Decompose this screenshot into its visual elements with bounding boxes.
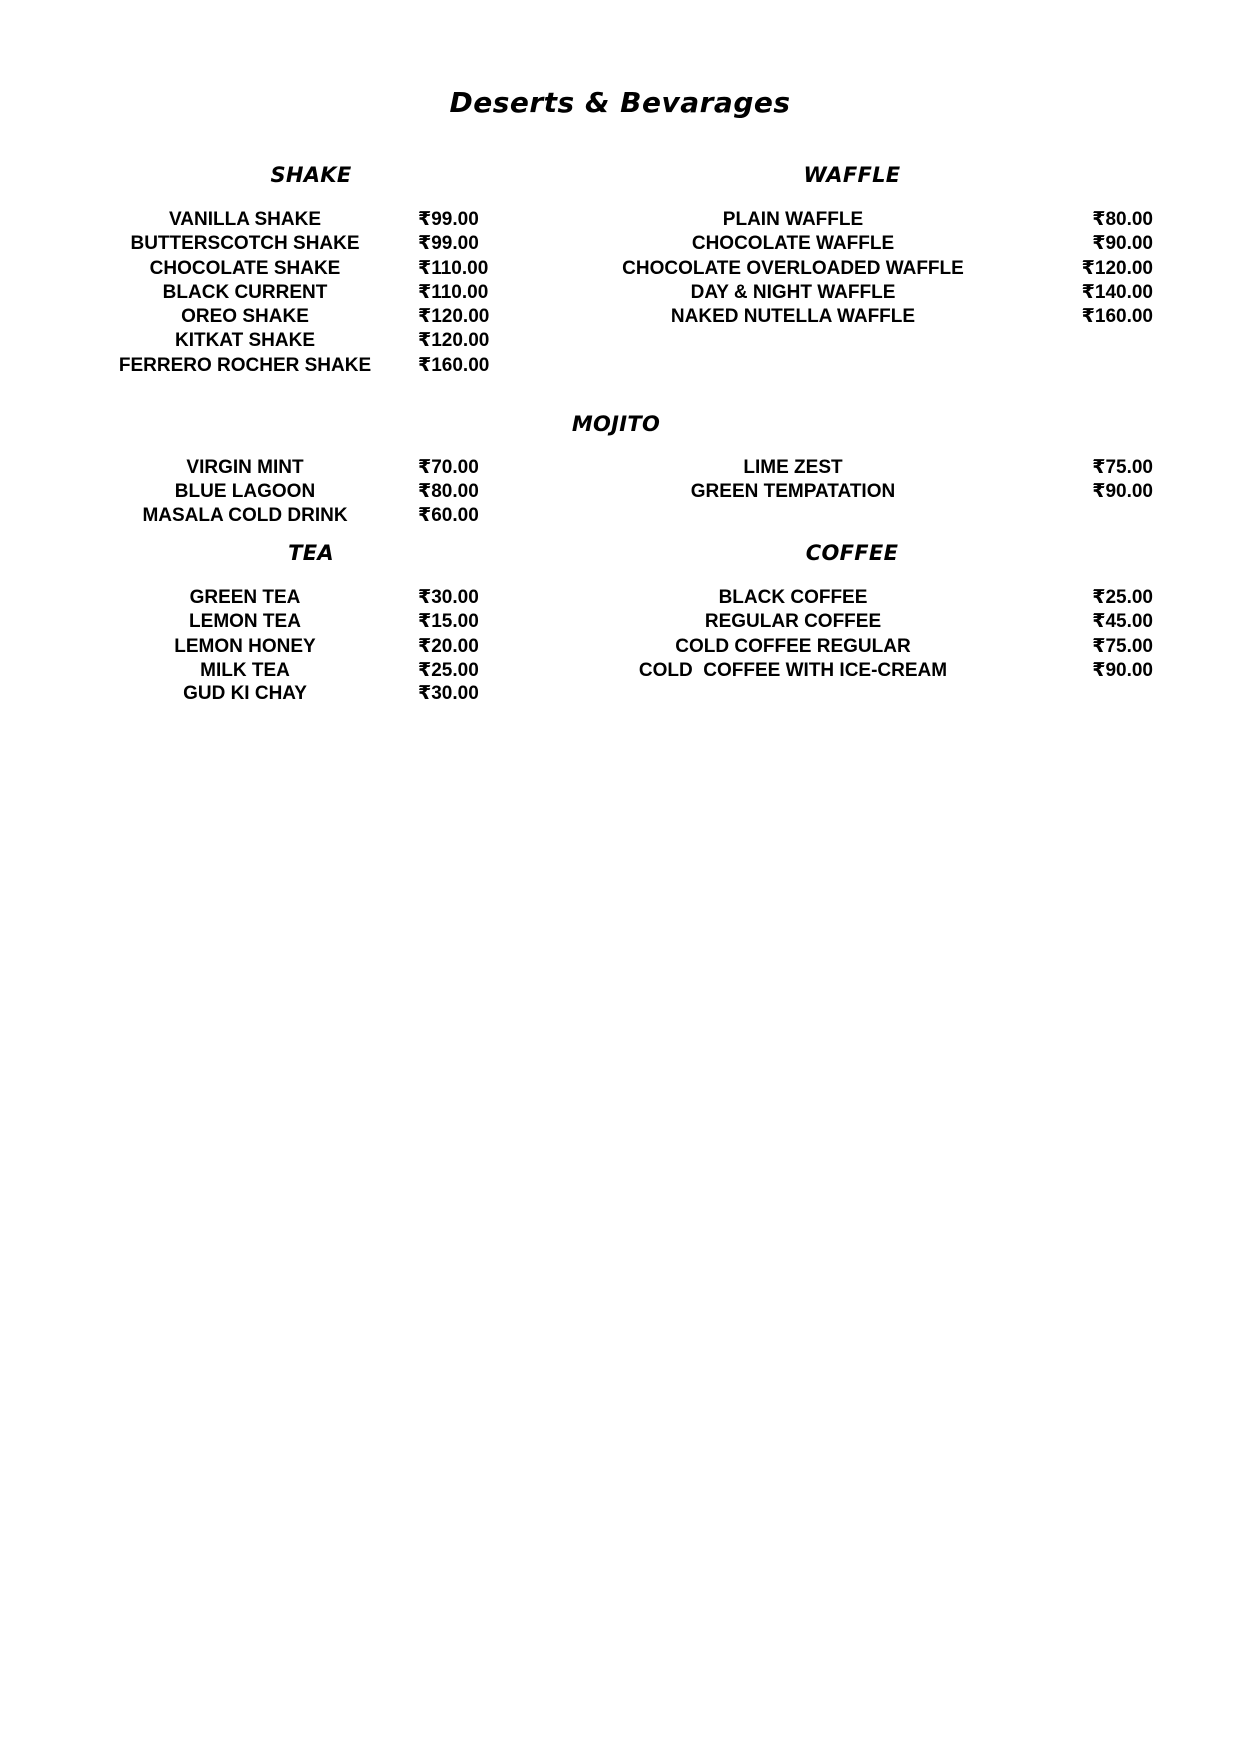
menu-item-price: ₹80.00 [1092,209,1153,230]
menu-item-name: COLD COFFEE WITH ICE-CREAM [638,659,948,681]
menu-item-name: GUD KI CHAY [183,683,307,705]
tea-menu-list [0,586,540,705]
menu-item-price: ₹160.00 [418,354,490,376]
menu-item-name: FERRERO ROCHER SHAKE [118,354,372,376]
menu-item-price: ₹110.00 [418,281,489,303]
section-heading-coffee: COFFEE [805,541,899,565]
coffee-menu-list [533,586,1153,683]
menu-item-price: ₹120.00 [418,330,490,352]
menu-item-name: COLD COFFEE REGULAR [675,635,911,657]
menu-item-name: BLACK CURRENT [162,281,328,303]
menu-item [0,586,540,610]
section-heading-waffle: WAFFLE [803,163,901,187]
menu-item-name: OREO SHAKE [181,306,309,328]
section-heading-shake: SHAKE [270,163,352,187]
menu-item-name: BLUE LAGOON [174,481,316,503]
menu-item [533,586,1153,610]
menu-item [0,456,540,480]
menu-item-price: ₹25.00 [1092,587,1153,608]
menu-item-name: MASALA COLD DRINK [142,504,348,526]
menu-item [533,659,1153,683]
menu-item-price: ₹90.00 [1092,233,1153,255]
menu-item-name: VANILLA SHAKE [169,209,321,230]
menu-item-price: ₹30.00 [418,587,479,608]
menu-item-name: BUTTERSCOTCH SHAKE [130,233,360,255]
menu-item [0,480,540,504]
menu-item-name: REGULAR COFFEE [704,611,882,633]
section-heading-tea: TEA [288,541,334,565]
menu-item-price: ₹99.00 [418,209,479,230]
page-title: Deserts & Bevarages [449,86,791,119]
menu-item [0,208,540,232]
menu-item [0,505,540,527]
menu-item-name: GREEN TEMPATATION [690,481,896,503]
menu-item-name: LEMON HONEY [174,635,316,657]
menu-item-price: ₹120.00 [418,306,490,328]
menu-item [0,329,540,353]
waffle-menu-list [533,208,1153,329]
menu-item-name: GREEN TEA [189,587,301,608]
menu-item-price: ₹90.00 [1092,481,1153,503]
menu-item-price: ₹30.00 [418,683,479,705]
menu-item-name: LEMON TEA [189,611,301,633]
menu-item [533,208,1153,232]
mojito-menu-list-left [0,456,540,527]
menu-item-price: ₹45.00 [1092,611,1153,633]
menu-item-price: ₹140.00 [1081,281,1153,303]
menu-item-name: CHOCOLATE SHAKE [149,257,341,279]
menu-item [0,354,540,378]
menu-item [0,257,540,281]
menu-item [0,610,540,634]
menu-item [533,257,1153,281]
menu-item [533,281,1153,305]
menu-item-name: CHOCOLATE WAFFLE [691,233,895,255]
menu-item-price: ₹120.00 [1081,257,1153,279]
menu-item [533,305,1153,329]
menu-item [0,635,540,659]
menu-item-name: LIME ZEST [743,457,843,478]
menu-item [533,635,1153,659]
menu-item [533,610,1153,634]
menu-item [0,683,540,705]
menu-item-name: NAKED NUTELLA WAFFLE [670,306,916,328]
menu-item-price: ₹15.00 [418,611,479,633]
menu-item-name: VIRGIN MINT [186,457,304,478]
menu-item-name: MILK TEA [200,659,290,681]
menu-item [0,232,540,256]
mojito-menu-list-right [533,456,1153,505]
menu-item-price: ₹75.00 [1092,635,1153,657]
menu-item-price: ₹25.00 [418,659,479,681]
menu-item [0,659,540,683]
menu-item-name: PLAIN WAFFLE [722,209,864,230]
menu-item-price: ₹110.00 [418,257,489,279]
menu-item [0,305,540,329]
menu-item-name: KITKAT SHAKE [174,330,316,352]
menu-item-name: CHOCOLATE OVERLOADED WAFFLE [622,257,964,279]
menu-item-name: DAY & NIGHT WAFFLE [690,281,896,303]
menu-item-price: ₹60.00 [418,504,479,526]
menu-item-name: BLACK COFFEE [718,587,868,608]
menu-item-price: ₹90.00 [1092,659,1153,681]
shake-menu-list [0,208,540,378]
menu-item-price: ₹70.00 [418,457,479,478]
menu-item [533,480,1153,504]
menu-item [533,456,1153,480]
menu-item-price: ₹80.00 [418,481,479,503]
section-heading-mojito: MOJITO [571,412,661,436]
menu-item-price: ₹20.00 [418,635,479,657]
menu-item [0,281,540,305]
menu-item-price: ₹75.00 [1092,457,1153,478]
menu-item-price: ₹99.00 [418,233,479,255]
menu-item [533,232,1153,256]
menu-item-price: ₹160.00 [1081,306,1153,328]
